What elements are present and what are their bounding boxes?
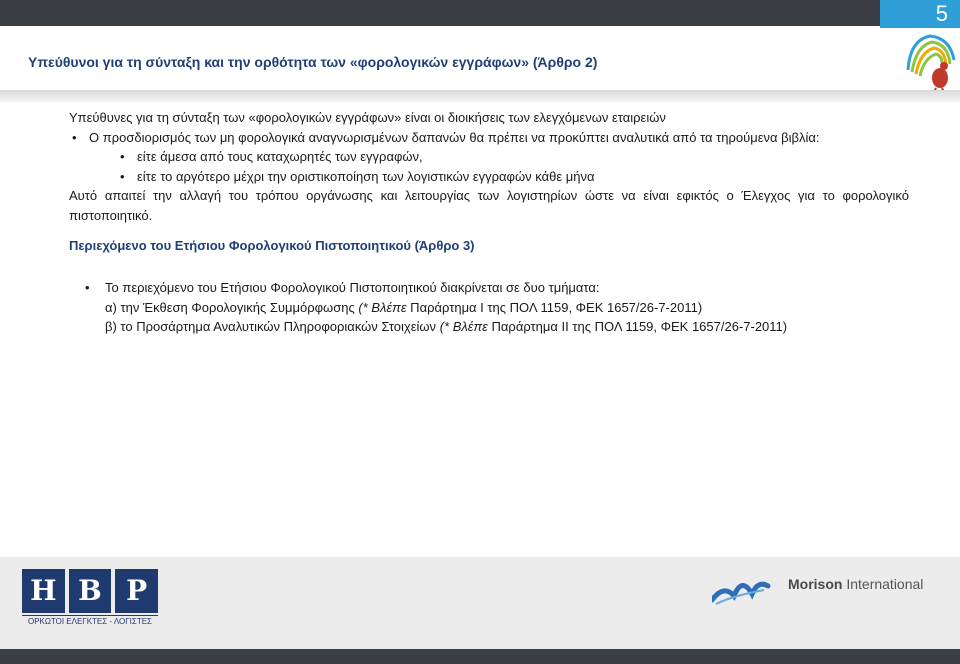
sub-bullet-item-1: • είτε άμεσα από τους καταχωρητές των εγγραφών,	[69, 147, 909, 167]
item-b-reference: Παράρτημα ΙΙ της ΠΟΛ 1159, ΦΕΚ 1657/26-7-2011)	[487, 319, 788, 334]
item-b-text: β) το Προσάρτημα Αναλυτικών Πληροφοριακών Στοιχείων	[105, 319, 440, 334]
morison-logo-bold: Morison	[788, 576, 843, 592]
bottom-bar	[0, 649, 960, 664]
item-b-see-note: (* Βλέπε	[439, 319, 488, 334]
item-a-reference: Παράρτημα Ι της ΠΟΛ 1159, ΦΕΚ 1657/26-7-2011)	[406, 299, 703, 315]
section-responsibility	[69, 108, 909, 225]
hbp-letter-p: P	[115, 569, 158, 613]
page-number: 5	[880, 0, 960, 28]
hbp-tagline: ΟΡΚΩΤΟΙ ΕΛΕΓΚΤΕΣ - ΛΟΓΙΣΤΕΣ	[22, 615, 158, 626]
list-item-b	[85, 317, 925, 337]
body-paragraph: Αυτό απαιτεί την αλλαγή του τρόπου οργάνωσης και λειτουργίας των λογιστηρίων ώστε να είναι εφικτός ο Έλεγχος για το φορολογικό πιστοποιητικό.	[69, 188, 909, 223]
intro-text: Υπεύθυνες για τη σύνταξη των «φορολογικών εγγράφων» είναι οι διοικήσεις των ελεγχόμενων εταιρειών	[69, 110, 666, 125]
title-divider-band	[0, 90, 960, 102]
hbp-letter-b: B	[69, 569, 112, 613]
bullet-item: • Ο προσδιορισμός των μη φορολογικά αναγνωρισμένων δαπανών θα πρέπει να προκύπτει αναλυτικά από τα τηρούμενα βιβλία:	[69, 128, 909, 148]
morison-logo-text	[788, 576, 923, 592]
top-bar	[0, 0, 880, 26]
section-heading: Περιεχόμενο του Ετήσιου Φορολογικού Πιστοποιητικού (Άρθρο 3)	[69, 238, 475, 253]
item-a-see-note: (* Βλέπε	[358, 299, 407, 315]
morison-logo-rest: International	[842, 576, 924, 592]
item-a-text: α) την Έκθεση Φορολογικής Συμμόρφωσης	[105, 299, 359, 315]
peacock-logo-icon	[900, 30, 958, 92]
page-title: Υπεύθυνοι για τη σύνταξη και την ορθότητα των «φορολογικών εγγράφων» (Άρθρο 2)	[28, 54, 598, 70]
hbp-letter-h: H	[22, 569, 65, 613]
section-content-list	[85, 278, 925, 337]
hbp-logo	[22, 569, 158, 613]
bullet-item: • Το περιεχόμενο του Ετήσιου Φορολογικού Πιστοποιητικού διακρίνεται σε δυο τμήματα:	[85, 278, 925, 298]
sub-bullet-item-2: • είτε το αργότερο μέχρι την οριστικοποίηση των λογιστικών εγγραφών κάθε μήνα	[69, 167, 909, 187]
list-item-a	[85, 298, 925, 318]
